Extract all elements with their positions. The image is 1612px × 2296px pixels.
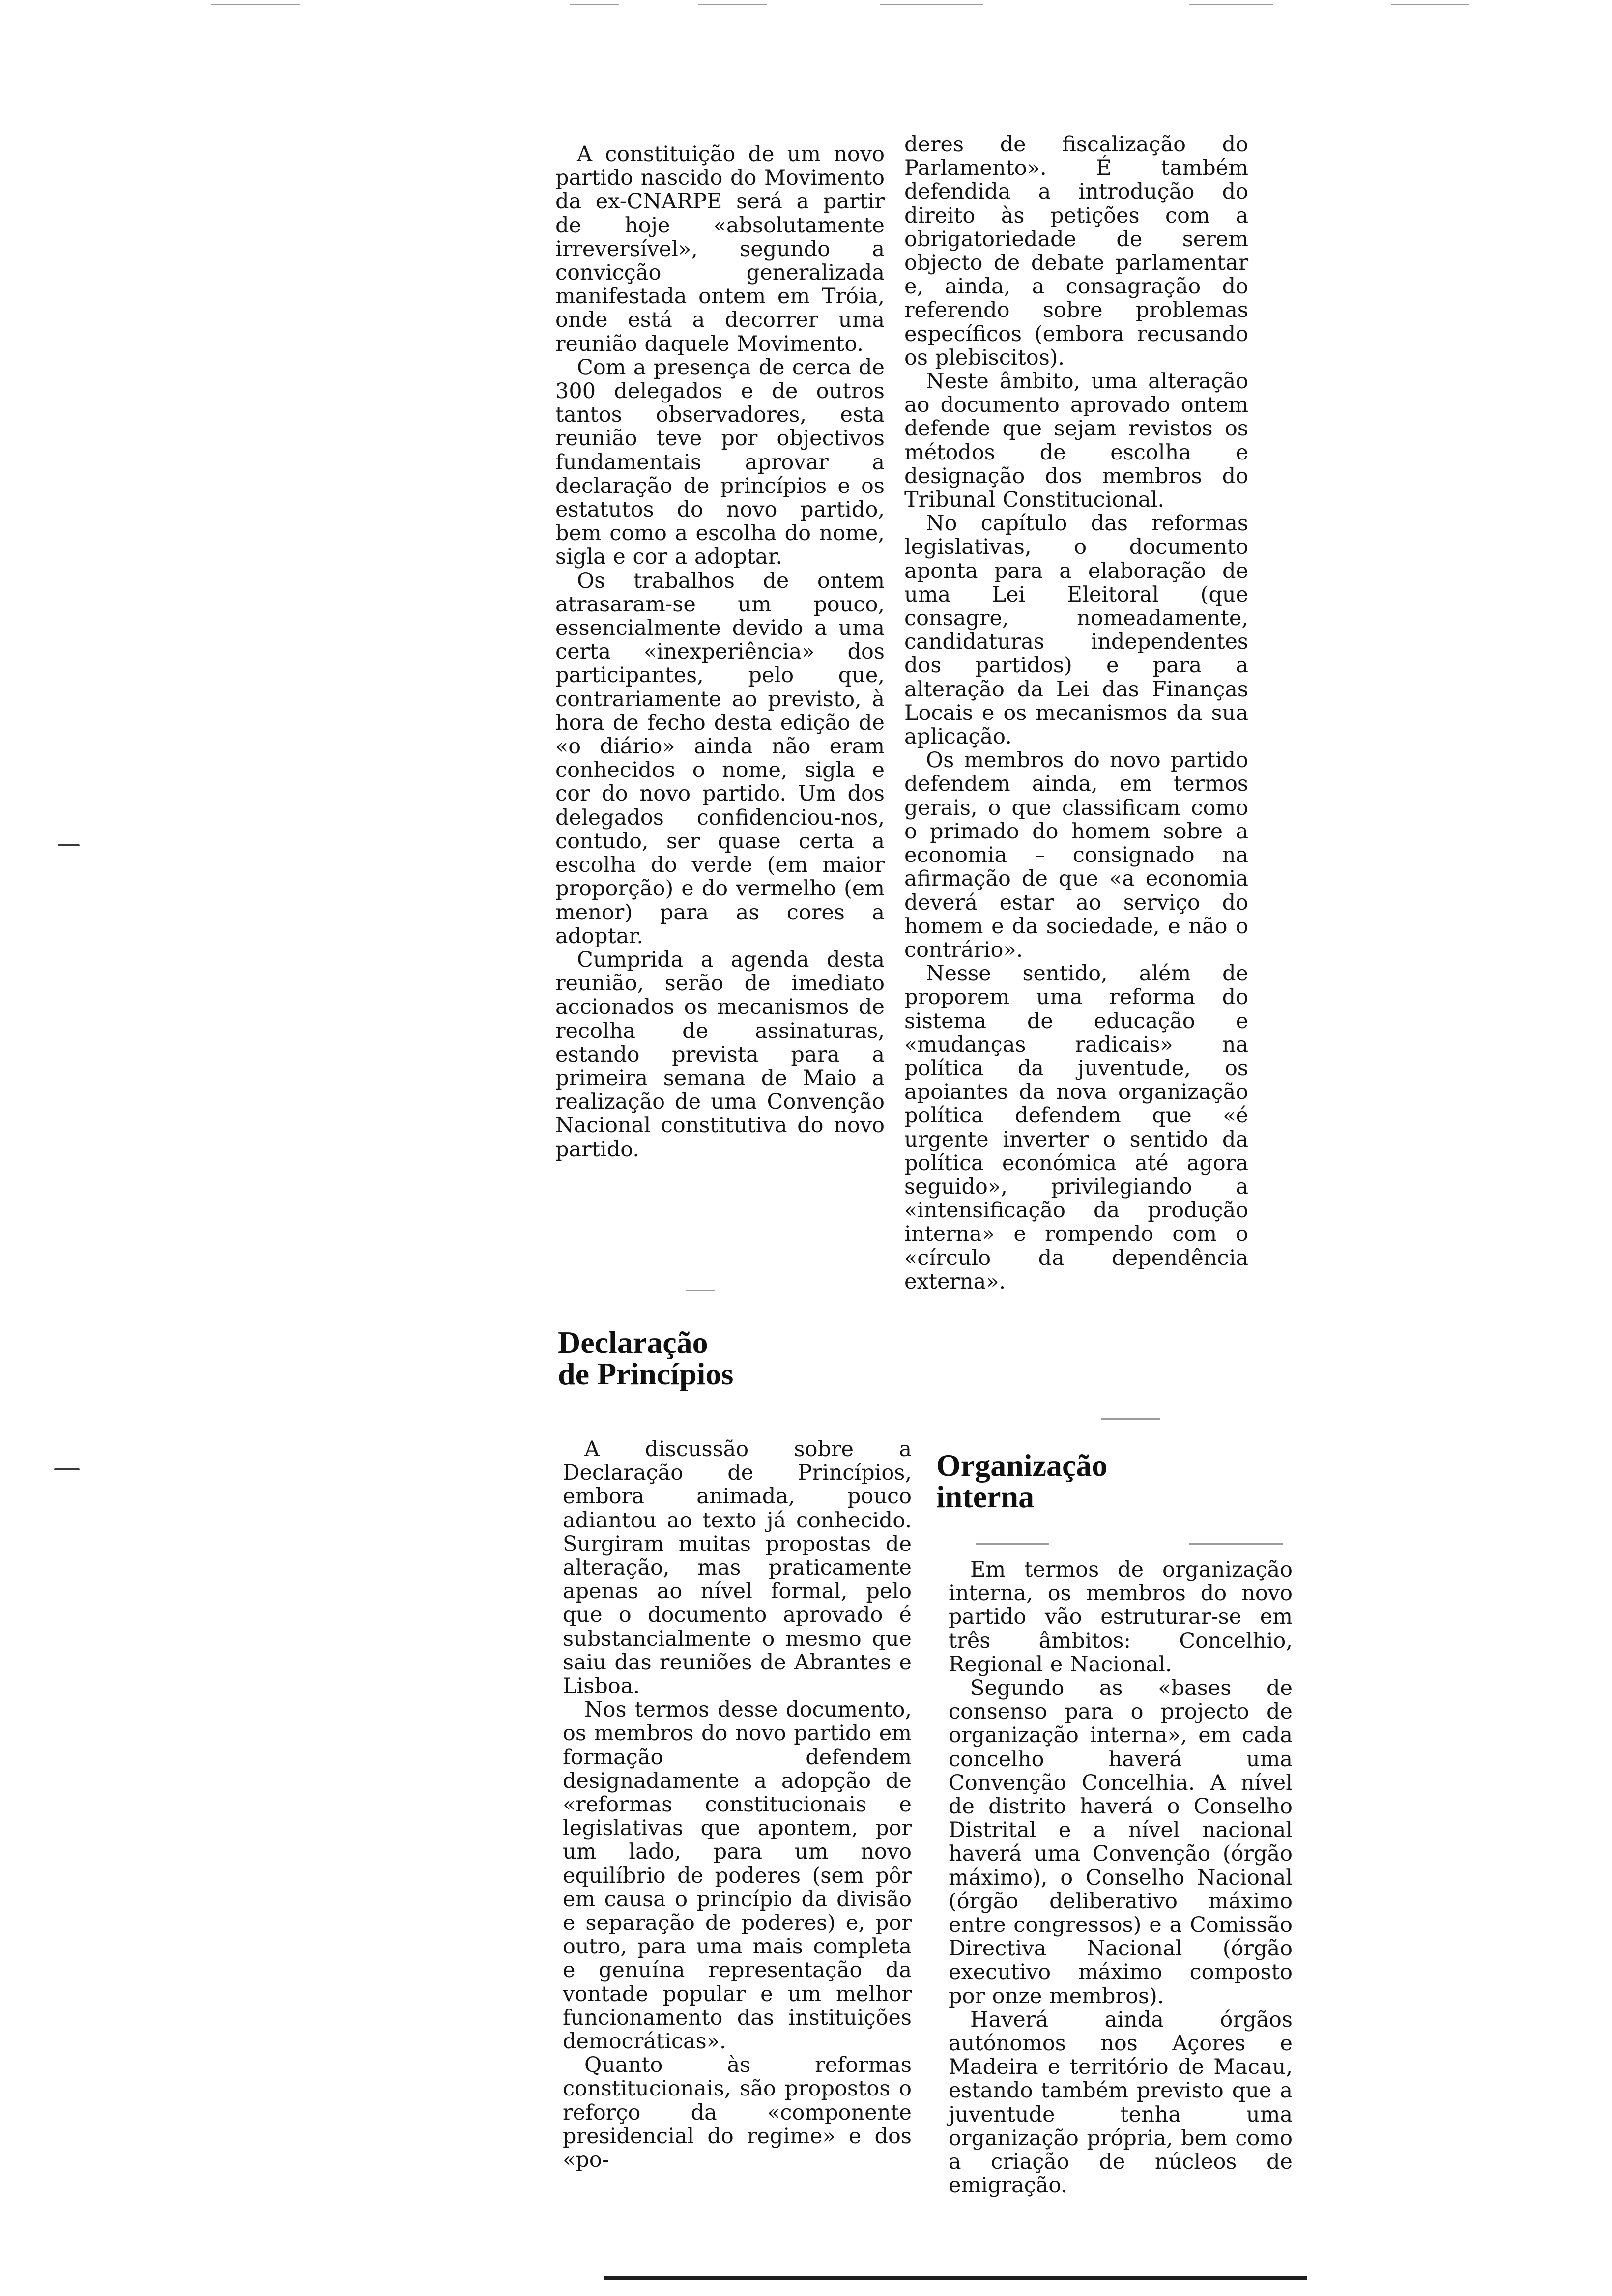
article-paragraph: Segundo as «bases de consenso para o projecto de organização interna», em cada concelho haverá uma Convenção Concelhia. A nível de distrito haverá o Conselho Distrital e a nível nacional haverá uma Convenção (órgão máximo), o Conselho Nacional (órgão deliberativo máximo entre congressos) e a Comissão Directiva Nacional (órgão executivo máximo composto por onze membros). <box>949 1676 1293 2009</box>
scan-top-line <box>698 4 767 5</box>
article-paragraph: A constituição de um novo partido nascido do Movimento da ex-CNARPE será a partir de hoje «absolutamente irreversível», segundo a convicção generalizada manifestada ontem em Tróia, onde está a decorrer uma reunião daquele Movimento. <box>555 142 885 356</box>
article-column-2-bottom <box>949 1558 1293 2197</box>
heading-line: Declaração <box>558 1325 708 1360</box>
scan-speck <box>686 1290 715 1291</box>
scan-edge-mark <box>54 1468 80 1470</box>
scan-speck <box>1189 1543 1283 1545</box>
article-paragraph: Em termos de organização interna, os membros do novo partido vão estruturar-se em três âmbitos: Concelhio, Regional e Nacional. <box>949 1557 1293 1677</box>
article-column-1-bottom <box>563 1437 912 2172</box>
scan-top-line <box>211 4 300 5</box>
article-column-2-top <box>904 133 1248 1293</box>
scan-edge-mark <box>58 844 80 846</box>
heading-line: de Princípios <box>558 1356 734 1391</box>
article-paragraph: Com a presença de cerca de 300 delegados e de outros tantos observadores, esta reunião teve por objectivos fundamentais aprovar a declaração de princípios e os estatutos do novo partido, bem como a escolha do nome, sigla e cor a adoptar. <box>555 355 885 570</box>
article-paragraph: Cumprida a agenda desta reunião, serão de imediato accionados os mecanismos de recolha de assinaturas, estando prevista para a primeira semana de Maio a realização de uma Convenção Nacional constitutiva do novo partido. <box>555 947 885 1162</box>
section-heading-organizacao-interna <box>936 1450 1107 1513</box>
article-column-1-top <box>555 143 885 1161</box>
scan-top-line <box>570 4 619 5</box>
scan-speck <box>1101 1418 1160 1420</box>
article-paragraph: A discussão sobre a Declaração de Princípios, embora animada, pouco adiantou ao texto já conhecido. Surgiram muitas propostas de alteração, mas praticamente apenas ao nível formal, pelo que o documento aprovado é substancialmente o mesmo que saiu das reuniões de Abrantes e Lisboa. <box>563 1437 912 1699</box>
article-paragraph: Os trabalhos de ontem atrasaram-se um pouco, essencialmente devido a uma certa «inexperiência» dos participantes, pelo que, contrariamente ao previsto, à hora de fecho desta edição de «o diário» ainda não eram conhecidos o nome, sigla e cor do novo partido. Um dos delegados confidenciou-nos, contudo, ser quase certa a escolha do verde (em maior proporção) e do vermelho (em menor) para as cores a adoptar. <box>555 568 885 948</box>
scan-top-line <box>1189 4 1273 5</box>
scan-top-line <box>880 4 983 5</box>
section-heading-declaracao-de-principios <box>558 1327 733 1390</box>
bottom-rule <box>604 2276 1307 2280</box>
article-paragraph: Haverá ainda órgãos autónomos nos Açores e Madeira e território de Macau, estando também previsto que a juventude tenha uma organização própria, bem como a criação de núcleos de emigração. <box>949 2007 1293 2198</box>
article-paragraph: Quanto às reformas constitucionais, são propostos o reforço da «componente presidencial do regime» e dos «po- <box>563 2053 912 2173</box>
heading-line: Organização <box>936 1448 1108 1483</box>
article-paragraph: Os membros do novo partido defendem ainda, em termos gerais, o que classificam como o primado do homem sobre a economia – consignado na afirmação de que «a economia deverá estar ao serviço do homem e da sociedade, e não o contrário». <box>904 748 1248 962</box>
scan-speck <box>976 1543 1049 1545</box>
article-paragraph: deres de fiscalização do Parlamento». É também defendida a introdução do direito às petições com a obrigatoriedade de serem objecto de debate parlamentar e, ainda, a consagração do referendo sobre problemas específicos (embora recusando os plebiscitos). <box>904 132 1248 370</box>
article-paragraph: Nos termos desse documento, os membros do novo partido em formação defendem designadamente a adopção de «reformas constitucionais e legislativas que apontem, por um lado, para um novo equilíbrio de poderes (sem pôr em causa o princípio da divisão e separação de poderes) e, por outro, para uma mais completa e genuína representação da vontade popular e um melhor funcionamento das instituições democráticas». <box>563 1697 912 2054</box>
article-paragraph: Neste âmbito, uma alteração ao documento aprovado ontem defende que sejam revistos os métodos de escolha e designação dos membros do Tribunal Constitucional. <box>904 369 1248 513</box>
article-paragraph: No capítulo das reformas legislativas, o documento aponta para a elaboração de uma Lei Eleitoral (que consagre, nomeadamente, candidaturas independentes dos partidos) e para a alteração da Lei das Finanças Locais e os mecanismos da sua aplicação. <box>904 511 1248 749</box>
scan-top-line <box>1391 4 1469 5</box>
article-paragraph: Nesse sentido, além de proporem uma reforma do sistema de educação e «mudanças radicais» na política da juventude, os apoiantes da nova organização política defendem que «é urgente inverter o sentido da política económica até agora seguido», privilegiando a «intensificação da produção interna» e rompendo com o «círculo da dependência externa». <box>904 961 1248 1294</box>
heading-line: interna <box>936 1479 1035 1514</box>
